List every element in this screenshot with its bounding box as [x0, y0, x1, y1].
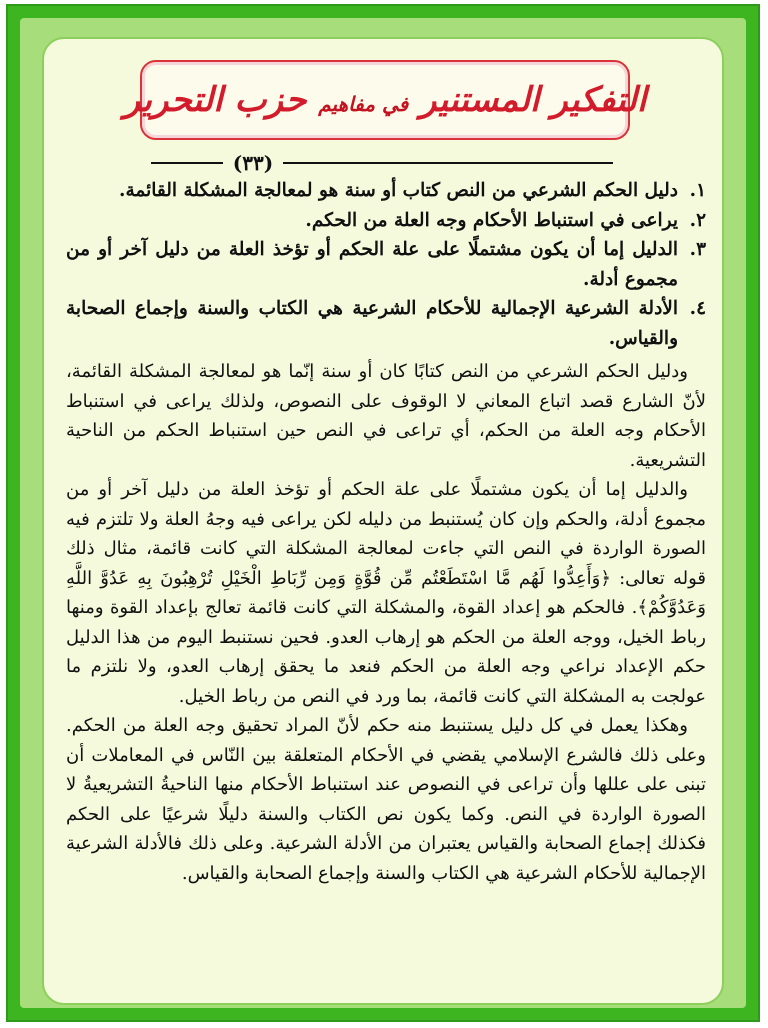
list-item: [66, 294, 706, 353]
divider-right: [283, 162, 613, 164]
title-end: حزب التحرير: [123, 80, 307, 120]
list-item-number: ١.: [689, 180, 706, 201]
book-title-banner: [123, 60, 647, 140]
summary-list: [66, 176, 706, 353]
list-item: [66, 206, 706, 236]
list-item: [66, 176, 706, 206]
title-main: التفكير المستنير: [420, 80, 647, 120]
list-item-number: ٤.: [689, 298, 706, 319]
paragraph-3: وهكذا يعمل في كل دليل يستنبط منه حكم لأنّ المراد تحقيق وجه العلة من الحكم. وعلى ذلك فالشرع الإسلامي يقضي في الأحكام المتعلقة بين النّاس في المعاملات أن تبنى على عللها وأن تراعى في النصوص عند استنباط الأحكام منها الناحيةُ التشريعيةُ لا الصورة الواردة في النص. وكما يكون نص الكتاب والسنة دليلًا شرعيًا على الحكم فكذلك إجماع الصحابة والقياس يعتبران من الأدلة الشرعية. وعلى ذلك فالأدلة الشرعية الإجمالية للأحكام الشرعية هي الكتاب والسنة وإجماع الصحابة والقياس.: [66, 715, 706, 884]
page-number-row: [62, 148, 702, 178]
book-title: [124, 80, 647, 120]
paragraph-2-rest: فالحكم هو إعداد القوة، والمشكلة التي كانت قائمة تعالج بإعداد القوة ومنها رباط الخيل، ووجه العلة من الحكم هو إرهاب العدو. فحين نستنبط اليوم من هذا الدليل حكم الإعداد نراعي وجه العلة من الحكم فنعد ما يحقق إرهاب العدو، ولا نلتزم ما عولجت به المشكلة التي كانت قائمة، بما ورد في النص من رباط الخيل.: [66, 597, 706, 707]
list-item-text: الأدلة الشرعية الإجمالية للأحكام الشرعية هي الكتاب والسنة وإجماع الصحابة والقياس.: [66, 298, 678, 349]
paragraph-2-intro: والدليل إما أن يكون مشتملًا على علة الحكم أو تؤخذ العلة من دليل آخر أو من مجموع أدلة، والحكم وإن كان يُستنبط من دليله لكن يراعى فيه وجهُ العلة ولا تلتزم فيه الصورة الواردة في النص التي جاءت لمعالجة المشكلة التي كانت قائمة، مثال ذلك قوله تعالى:: [66, 479, 706, 589]
page-content: [66, 176, 706, 976]
list-item-number: ٢.: [689, 209, 706, 231]
quran-verse: ﴿وَأَعِدُّوا لَهُم مَّا اسْتَطَعْتُم مِّن قُوَّةٍ وَمِن رِّبَاطِ الْخَيْلِ تُرْهِبُونَ بِهِ عَدُوَّ اللَّهِ وَعَدُوَّكُمْ﴾.: [66, 567, 706, 618]
paragraph-2: [66, 475, 706, 711]
page-number: (٣٣): [232, 151, 274, 175]
paragraph-1: ودليل الحكم الشرعي من النص كتابًا كان أو سنة إنّما هو لمعالجة المشكلة القائمة، لأنّ الشارع قصد اتباع المعاني لا الوقوف على النصوص، ولذلك يراعى في استنباط الأحكام وجه العلة من الحكم، أي تراعى في النص حين استنباط الحكم من الناحية التشريعية.: [66, 361, 706, 471]
list-item-number: ٣.: [689, 239, 706, 260]
title-small: في مفاهيم: [318, 92, 409, 116]
list-item-text: الدليل إما أن يكون مشتملًا على علة الحكم أو تؤخذ العلة من دليل آخر أو من مجموع أدلة.: [66, 239, 678, 290]
list-item-text: يراعى في استنباط الأحكام وجه العلة من الحكم.: [305, 209, 678, 231]
list-item-text: دليل الحكم الشرعي من النص كتاب أو سنة هو لمعالجة المشكلة القائمة.: [119, 180, 678, 201]
divider-left: [151, 162, 223, 164]
list-item: [66, 235, 706, 294]
